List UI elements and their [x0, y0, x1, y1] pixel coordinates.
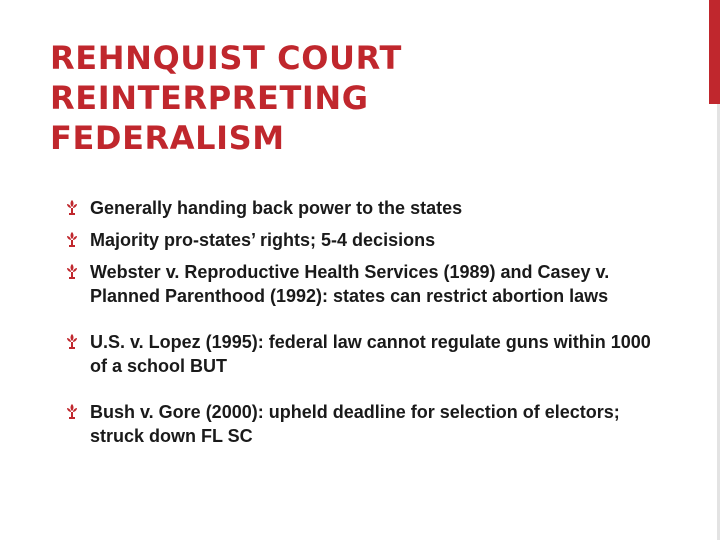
fleur-bullet-icon	[64, 402, 80, 422]
fleur-bullet-icon	[64, 230, 80, 250]
title-line-2: REINTERPRETING	[50, 79, 369, 117]
bullet-item	[64, 228, 664, 252]
fleur-bullet-icon	[64, 332, 80, 352]
bullet-text: Bush v. Gore (2000): upheld deadline for selection of electors; struck down FL SC	[90, 402, 620, 446]
slide-title	[50, 38, 670, 158]
bullet-item	[64, 330, 664, 378]
bullet-list	[64, 196, 664, 456]
bullet-text: Majority pro-states’ rights; 5-4 decisions	[90, 230, 436, 250]
fleur-bullet-icon	[64, 198, 80, 218]
bullet-item	[64, 260, 664, 308]
bullet-item	[64, 400, 664, 448]
title-line-3: FEDERALISM	[50, 119, 285, 157]
fleur-bullet-icon	[64, 262, 80, 282]
bullet-text: Generally handing back power to the states	[90, 198, 463, 218]
bullet-text: Webster v. Reproductive Health Services (1989) and Casey v. Planned Parenthood (1992): states can restrict abortion laws	[90, 262, 610, 306]
bullet-text: U.S. v. Lopez (1995): federal law cannot regulate guns within 1000 of a school BUT	[90, 332, 651, 376]
accent-bar	[709, 0, 720, 104]
bullet-item	[64, 196, 664, 220]
title-line-1: REHNQUIST COURT	[50, 39, 402, 77]
